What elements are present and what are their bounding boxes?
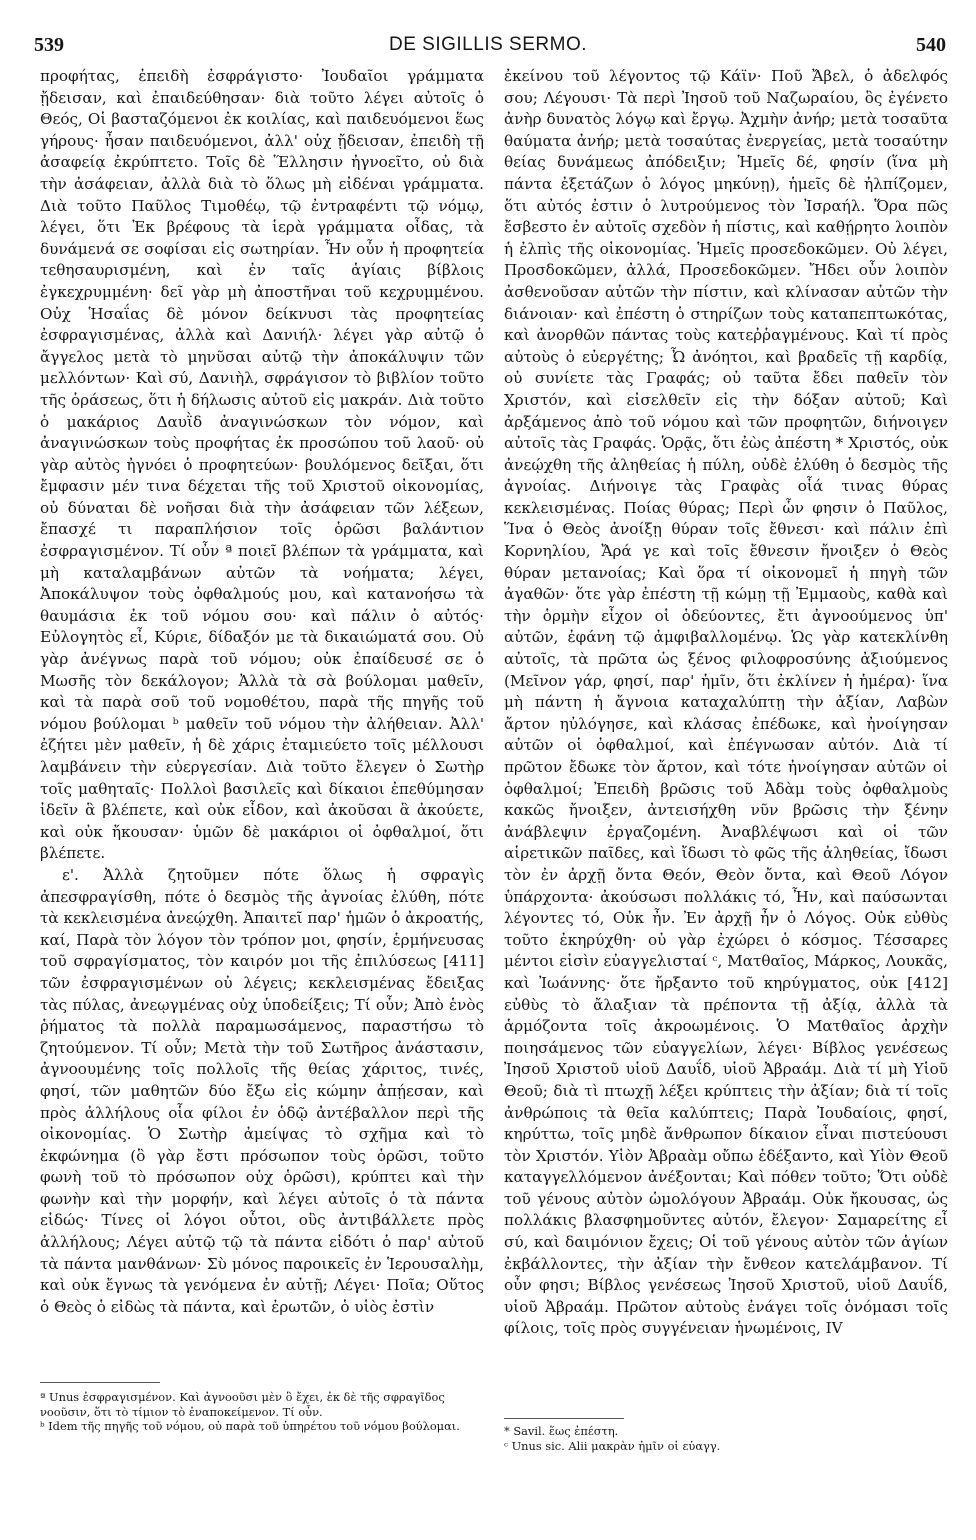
footnote-a: ª Unus ἐσφραγισμένον. Καὶ ἀγνοοῦσι μὲν ὃ ἔχει, ἐκ δὲ τῆς σφραγῖδος νοοῦσιν, ὅτι τὸ τίμιον τὸ ἐναποκείμενον. Τί οὖν. (40, 1390, 445, 1419)
left-paragraph-1: προφήτας, ἐπειδὴ ἐσφράγιστο· Ἰουδαῖοι γράμματα ᾔδεισαν, καὶ ἐπαιδεύθησαν· διὰ τοῦτο λέγει αὐτοῖς ὁ Θεός, Οἱ βασταζόμενοι ἐκ κοιλίας, καὶ παιδευόμενοι ἕως γήρους· ἦσαν παιδευόμενοι, ἀλλ' οὐχ ᾔδεισαν, ἐπειδὴ τῇ ἀσαφείᾳ ἐκρύπτετο. Τοῖς δὲ Ἕλλησιν ἠγνοεῖτο, οὐ διὰ τὴν ἀσάφειαν, ἀλλὰ διὰ τὸ ὅλως μὴ εἰδέναι γράμματα. Διὰ τοῦτο Παῦλος Τιμοθέῳ, τῷ ἐντραφέντι τῷ νόμῳ, λέγει, ὅτι Ἐκ βρέφους τὰ ἱερὰ γράμματα οἶδας, τὰ δυνάμενά σε σοφίσαι εἰς σωτηρίαν. Ἦν οὖν ἡ προφητεία τεθησαυρισμένη, καὶ ἐν ταῖς ἁγίαις βίβλοις ἐγκεχρυμμένη· δεῖ γὰρ μὴ ἀποστῆναι τοῦ κεχρυμμένου. Οὐχ Ἡσαΐας δὲ μόνον δείκνυσι τὰς προφητείας ἐσφραγισμένας, ἀλλὰ καὶ Δανιήλ· λέγει γὰρ αὐτῷ ὁ ἄγγελος μετὰ τὸ μηνῦσαι αὐτῷ τὴν ἀποκάλυψιν τῶν μελλόντων· Καὶ σύ, Δανιὴλ, σφράγισον τὸ βιβλίον τοῦτο τῆς ὁράσεως, ὅτι ἡ δήλωσις αὐτοῦ εἰς μακράν. Διὰ τοῦτο ὁ μακάριος Δαυῒδ ἀναγινώσκων τὸν νόμον, καὶ ἀναγινώσκων τοὺς προφήτας ἐκ προσώπου τοῦ λαοῦ· οὐ γὰρ αὐτὸς ἠγνόει ὁ προφητεύων· βουλόμενος δεῖξαι, ὅτι ἔμφασιν μέν τινα δέχεται τῆς τοῦ Χριστοῦ οἰκονομίας, οὐ δύναται δὲ νοῆσαι διὰ τὴν ἀσάφειαν τῶν λέξεων, ἔπασχέ τι παραπλήσιον τοῖς ὁρῶσι βαλάντιον ἐσφραγισμένον. Τί οὖν ª ποιεῖ βλέπων τὰ γράμματα, καὶ μὴ καταλαμβάνων αὐτῶν τὰ νοήματα; λέγει, Ἀποκάλυψον τοὺς ὀφθαλμούς μου, καὶ κατανοήσω τὰ θαυμάσια ἐκ τοῦ νόμου σου· καὶ πάλιν ὁ αὐτός· Εὐλογητὸς εἶ, Κύριε, δίδαξόν με τὰ δικαιώματά σου. Οὐ γὰρ ἀνέγνως παρὰ τοῦ νόμου; οὐκ ἐπαίδευσέ σε ὁ Μωσῆς τὸν δεκάλογον; Ἀλλὰ τὰ σὰ βούλομαι μαθεῖν, καὶ τὰ παρὰ σοῦ τοῦ νομοθέτου, παρὰ τῆς πηγῆς τοῦ νόμου βούλομαι ᵇ μαθεῖν τοῦ νόμου τὴν ἀλήθειαν. Ἀλλ' ἐζήτει μὲν μαθεῖν, ἡ δὲ χάρις ἐταμιεύετο τοῖς μέλλουσι λαμβάνειν τὴν εὐεργεσίαν. Διὰ τοῦτο ἔλεγεν ὁ Σωτὴρ τοῖς μαθηταῖς· Πολλοὶ βασιλεῖς καὶ δίκαιοι ἐπεθύμησαν ἰδεῖν ἃ βλέπετε, καὶ οὐκ εἶδον, καὶ ἀκοῦσαι ἃ ἀκούετε, καὶ οὐκ ἤκουσαν· ὑμῶν δὲ μακάριοι οἱ ὀφθαλμοί, ὅτι βλέπετε. (40, 67, 484, 863)
right-column (504, 66, 948, 1340)
footnote-rule-left (40, 1382, 160, 1383)
footnote-b: ᵇ Idem τῆς πηγῆς τοῦ νόμου, οὐ παρὰ τοῦ ὑπηρέτου τοῦ νόμου βούλομαι. (40, 1419, 460, 1433)
left-column (40, 66, 484, 1318)
footnotes-left (40, 1390, 470, 1434)
left-paragraph-2: ε'. Ἀλλὰ ζητοῦμεν πότε ὅλως ἡ σφραγὶς ἀπεσφραγίσθη, πότε ὁ δεσμὸς τῆς ἀγνοίας ἐλύθη, πότε τὰ κεκλεισμένα ἀνεῴχθη. Ἀπαιτεῖ παρ' ἡμῶν ὁ ἀκροατής, καί, Παρὰ τὸν λόγον τὸν τρόπον μοι, φησίν, ἑρμήνευσας τοῦ σφραγίσματος, τὸν καιρόν μοι τῆς ἐπιλύσεως [411] τῶν ἐσφραγισμένων οὐ λέγεις; κεκλεισμένας ἔδειξας τὰς πύλας, ἀνεῳγμένας οὐχ ὑποδείξεις; Τί οὖν; Ἀπὸ ἑνὸς ῥήματος τὰ πολλὰ παραμωσάμενος, παραστήσω τὸ ζητούμενον. Τί οὖν; Μετὰ τὴν τοῦ Σωτῆρος ἀνάστασιν, ἀγνοουμένης τοῖς πολλοῖς τῆς θείας χάριτος, τινές, φησί, τῶν μαθητῶν δύο ἔξω εἰς κώμην ἀπῄεσαν, καὶ πρὸς ἀλλήλους οἷα φίλοι ἐν ὁδῷ ἀντέβαλλον περὶ τῆς οἰκονομίας. Ὁ Σωτὴρ ἀμείψας τὸ σχῆμα καὶ τὸ ἐκφώνημα (ὃ γὰρ ἔστι πρόσωπον τοὺς ὁρῶσι, τοῦτο φωνὴ τοῦ τὸ πρόσωπον οὐχ ὁρῶσι), κρύπτει καὶ τὴν φωνὴν καὶ τὴν μορφήν, καὶ λέγει αὐτοῖς ὁ τὰ πάντα εἰδώς· Τίνες οἱ λόγοι οὗτοι, οὓς ἀντιβάλλετε πρὸς ἀλλήλους; Λέγει αὐτῷ τῷ τὰ πάντα εἰδότι ὁ παρ' αὐτοῦ τὰ πάντα μανθάνων· Σὺ μόνος παροικεῖς ἐν Ἱερουσαλὴμ, καὶ οὐκ ἔγνως τὰ γενόμενα ἐν αὐτῇ; Λέγει· Ποῖα; Οὕτος ὁ Θεὸς ὁ εἰδὼς τὰ πάντα, καὶ ἐρωτῶν, ὁ υἱὸς ἐστὶν (40, 865, 484, 1316)
footnote-star: * Savil. ἕως ἐπέστη. (504, 1424, 619, 1438)
running-title: DE SIGILLIS SERMO. (389, 34, 587, 55)
footnote-c: ᶜ Unus sic. Alii μακρὰν ἡμῖν οἱ εὐαγγ. (504, 1438, 721, 1453)
page-number-right: 540 (916, 34, 946, 56)
running-header (26, 34, 950, 58)
footnotes-right (504, 1424, 934, 1453)
right-paragraph-1: ἐκείνου τοῦ λέγοντος τῷ Κάϊν· Ποῦ Ἄβελ, ὁ ἀδελφός σου; Λέγουσι· Τὰ περὶ Ἰησοῦ τοῦ Ναζωραίου, ὃς ἐγένετο ἀνὴρ δυνατὸς λόγῳ καὶ ἔργῳ. Ἀχμὴν ἀνήρ; μετὰ τοσαῦτα θαύματα ἀνήρ; μετὰ τοσαύτας ἐνεργείας, μετὰ τοσαύτην θείας δυνάμεως ἀπόδειξιν; Ἡμεῖς δέ, φησίν (ἵνα μὴ πάντα ἐξετάζων ὁ λόγος μηκύνῃ), ἡμεῖς δὲ ἠλπίζομεν, ὅτι αὐτός ἐστιν ὁ λυτρούμενος τὸν Ἰσραήλ. Ὅρα πῶς ἔσβεστο ἐν αὐτοῖς σχεδὸν ἡ πίστις, καὶ καθῄρητο λοιπὸν ἡ ἐλπὶς τῆς οἰκονομίας. Ἡμεῖς προσεδοκῶμεν. Οὐ λέγει, Προσδοκῶμεν, ἀλλά, Προσεδοκῶμεν. Ἤδει οὖν λοιπὸν ἀσθενοῦσαν αὐτῶν τὴν πίστιν, καὶ κλίνασαν αὐτῶν τὴν διάνοιαν· καὶ ἐπέστη ὁ στηρίζων τοὺς καταπεπτωκότας, καὶ ἀνορθῶν πάντας τοὺς κατεῤῥαγμένους. Καὶ τί πρὸς αὐτοὺς ὁ εὐεργέτης; Ὦ ἀνόητοι, καὶ βραδεῖς τῇ καρδίᾳ, οὐ συνίετε τὰς Γραφάς; οὐ ταῦτα ἔδει παθεῖν τὸν Χριστόν, καὶ εἰσελθεῖν εἰς τὴν δόξαν αὐτοῦ; Καὶ ἀρξάμενος ἀπὸ τοῦ νόμου καὶ τῶν προφητῶν, διήνοιγεν αὐτοῖς τὰς Γραφάς. Ὁρᾷς, ὅτι ἐὼς ἀπέστη * Χριστός, οὐκ ἀνεῴχθη τῆς ἀληθείας ἡ πύλη, οὐδὲ ἐλύθη ὁ δεσμὸς τῆς ἀγνοίας. Διήνοιγε τὰς Γραφὰς οἷά τινας θύρας κεκλεισμένας. Ποίας θύρας; Περὶ ὧν φησιν ὁ Παῦλος, Ἵνα ὁ Θεὸς ἀνοίξῃ θύραν τοῖς ἔθνεσι· καὶ πάλιν ἐπὶ Κορνηλίου, Ἄρά γε καὶ τοῖς ἔθνεσιν ἤνοιξεν ὁ Θεὸς θύραν μετανοίας; Καὶ ὅρα τί οἰκονομεῖ ἡ πηγὴ τῶν ἀγαθῶν· ὅτε γὰρ ἐπέστη τῇ κώμῃ τῇ Ἐμμαοὺς, καθὰ καὶ τὴν ὁρμὴν εἶχον οἱ ὁδεύοντες, ἔτι ἀγνοούμενος ὑπ' αὐτῶν, ἐφάνη τῷ ἀμφιβαλλομένῳ. Ὡς γὰρ κατεκλίνθη αὐτοῖς, τὰ πρῶτα ὡς ξένος φιλοφροσύνης ἀξιούμενος (Μεῖνον γάρ, φησί, παρ' ἡμῖν, ὅτι ἐκλίνεν ἡ ἡμέρα)· ἵνα μὴ πάντη ἡ ἄγνοια καταχαλύπτῃ τὴν ἀξίαν, Λαβὼν ἄρτον ηὐλόγησε, καὶ κλάσας ἐπέδωκε, καὶ ἠνοίγησαν αὐτῶν οἱ ὀφθαλμοί, καὶ ἐπέγνωσαν αὐτόν. Διὰ τί πρῶτον ἔδωκε τὸν ἄρτον, καὶ τότε ἠνοίγησαν αὐτῶν οἱ ὀφθαλμοί; Ἐπειδὴ βρῶσις τοῦ Ἀδὰμ τοὺς ὀφθαλμοὺς κακῶς ἤνοιξεν, ἀντεισήχθη νῦν βρῶσις τὴν ξένην ἀνάβλεψιν ἐργαζομένη. Ἀναβλέψωσι καὶ οἱ τῶν αἱρετικῶν παῖδες, καὶ ἴδωσι τὸ φῶς τῆς ἀληθείας, ἴδωσι τὸν ἐν ἀρχῇ ὄντα Θεόν, Θεὸν ὄντα, καὶ Θεοῦ Λόγον ὑπάρχοντα· ἀκούσωσι πολλάκις τό, Ἦν, καὶ παύσωνται λέγοντες τό, Οὐκ ἦν. Ἐν ἀρχῇ ἦν ὁ Λόγος. Οὐκ εὐθὺς τοῦτο ἐκηρύχθη· οὐ γὰρ ἐχώρει ὁ κόσμος. Τέσσαρες μέντοι εἰσὶν εὐαγγελισταί ᶜ, Ματθαῖος, Μάρκος, Λουκᾶς, καὶ Ἰωάννης· ὅτε ἤρξαντο τοῦ κηρύγματος, οὐκ [412] εὐθὺς τὸ ἄλαξιαν τὰ πρέποντα τῇ ἀξίᾳ, ἀλλὰ τὰ ἁρμόζοντα τοῖς ἀκροωμένοις. Ὁ Ματθαῖος ἀρχὴν ποιησάμενος τῶν εὐαγγελίων, λέγει· Βίβλος γενέσεως Ἰησοῦ Χριστοῦ υἱοῦ Δαυΐδ, υἱοῦ Ἀβραάμ. Διὰ τί μὴ Υἱοῦ Θεοῦ; διὰ τὶ πτωχῇ λέξει κρύπτεις τὴν ἀξίαν; διὰ τί τοῖς ἀνθρώποις τὰ θεῖα καλύπτεις; Παρὰ Ἰουδαίοις, φησί, κηρύττω, τοῖς μηδὲ ἄνθρωπον δίκαιον εἶναι πιστεύουσι τὸν Χριστόν. Υἱὸν Ἀβραὰμ οὔπω ἐδέξαντο, καὶ Υἱὸν Θεοῦ καταγγελλόμενον ἀνέξονται; Καὶ πόθεν τοῦτο; Ὅτι οὐδὲ τοῦ γένους αὐτὸν ὡμολόγουν Ἀβραάμ. Οὐκ ἤκουσας, ὡς πολλάκις βλασφημοῦντες αὐτόν, ἔλεγον· Σαμαρείτης εἶ σύ, καὶ δαιμόνιον ἔχεις; Οἱ τοῦ γένους αὐτὸν τῶν ἁγίων ἐκβάλλοντες, τὴν ἀξίαν τὴν ἔνθεον κατελάμβανον. Τί οὖν φησι; Βίβλος γενέσεως Ἰησοῦ Χριστοῦ, υἱοῦ Δαυΐδ, υἱοῦ Ἀβραάμ. Πρῶτον αὐτοὺς ἐνάγει τοῖς ὀνόμασι τοῖς φίλοις, τοῖς πρὸς συγγένειαν ἡνωμένοις, IV (504, 67, 949, 1338)
footnote-rule-right (504, 1418, 624, 1419)
page-number-left: 539 (34, 34, 64, 56)
